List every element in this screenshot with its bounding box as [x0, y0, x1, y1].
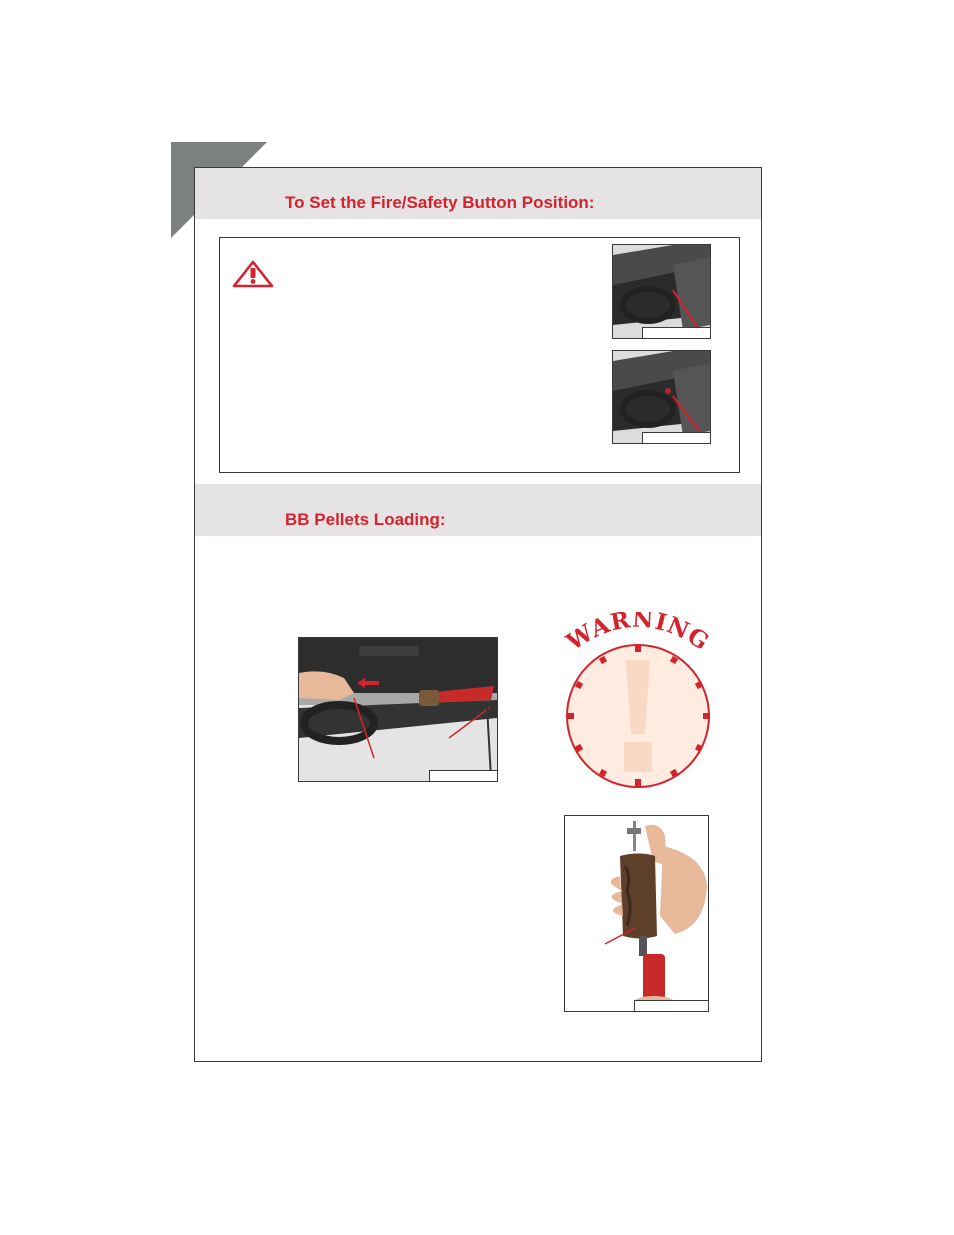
warning-badge [560, 612, 720, 792]
fire-safety-header [195, 168, 761, 219]
photo-caption-box [642, 432, 710, 443]
photo-caption-box [642, 327, 710, 338]
loading-photo [298, 637, 498, 782]
fire-safety-title: To Set the Fire/Safety Button Position: [285, 193, 595, 212]
photo-caption-box [429, 770, 497, 781]
warning-triangle-icon [231, 259, 275, 289]
bb-loading-header [195, 484, 761, 536]
warning-badge-text: WARNING [561, 612, 715, 657]
speed-loader-photo [564, 815, 709, 1012]
safe-position-photo [612, 350, 711, 444]
warning-clock-badge-icon [560, 612, 720, 792]
fire-position-photo [612, 244, 711, 339]
photo-caption-box [634, 1000, 708, 1011]
bb-loading-title: BB Pellets Loading: [285, 510, 446, 529]
